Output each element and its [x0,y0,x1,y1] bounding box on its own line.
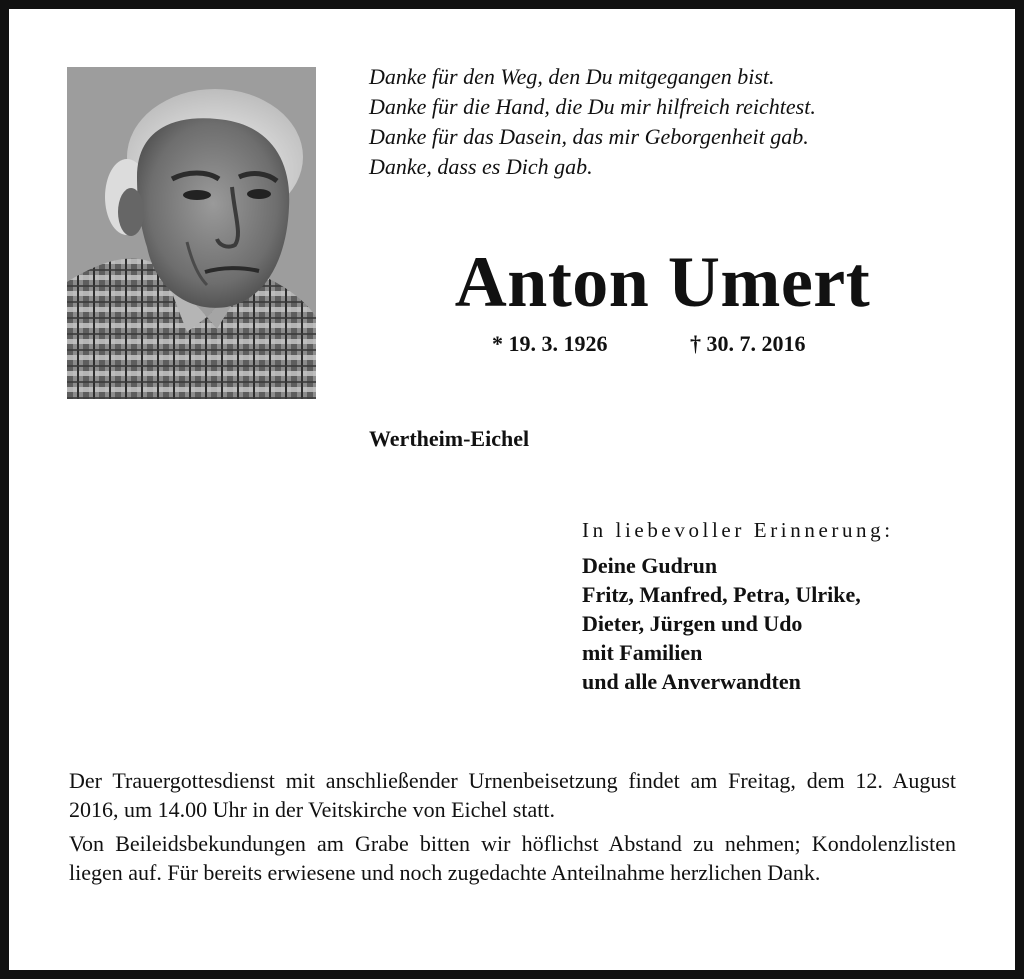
portrait-photo [67,67,316,399]
place-of-residence: Wertheim-Eichel [369,426,530,451]
poem-line: Danke für das Dasein, das mir Geborgenheit gab. [369,124,809,149]
mourners-list [582,551,861,696]
mourner-line: Deine Gudrun [582,553,718,578]
memory-heading: In liebevoller Erinnerung: [582,518,894,542]
service-announcement: Der Trauergottesdienst mit anschließender Urnenbeisetzung findet am Freitag, dem 12. August 2016, um 14.00 Uhr in der Veitskirche von Eichel statt. [69,768,956,822]
mourner-line: Dieter, Jürgen und Udo [582,611,803,636]
funeral-notice [69,766,956,887]
poem-line: Danke, dass es Dich gab. [369,154,593,179]
deceased-name: Anton Umert [454,242,871,322]
mourner-line: Fritz, Manfred, Petra, Ulrike, [582,582,861,607]
poem-verse [369,62,989,182]
birth-date: * 19. 3. 1926 [492,331,608,356]
mourner-line: mit Familien [582,640,703,665]
condolence-note: Von Beileidsbekundungen am Grabe bitten wir höflichst Abstand zu nehmen; Kondolenzlisten liegen auf. Für bereits erwiesene und noch zugedachte Anteilnahme herzlichen Dank. [69,831,956,885]
poem-line: Danke für die Hand, die Du mir hilfreich reichtest. [369,94,816,119]
mourner-line: und alle Anverwandten [582,669,801,694]
poem-line: Danke für den Weg, den Du mitgegangen bist. [369,64,775,89]
death-date: † 30. 7. 2016 [690,331,806,356]
